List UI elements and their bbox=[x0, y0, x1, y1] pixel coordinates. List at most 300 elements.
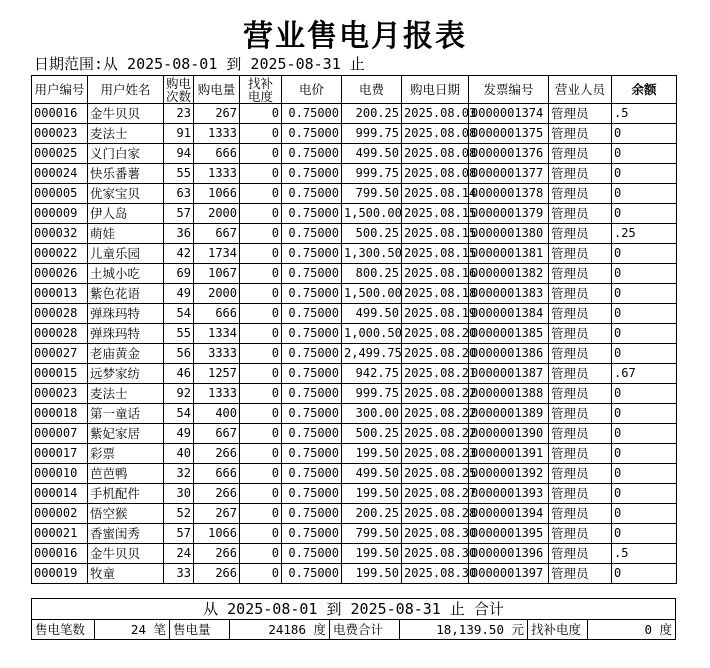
cell-subsidy: 0 bbox=[240, 364, 282, 384]
table-row bbox=[32, 424, 677, 444]
cell-times: 54 bbox=[164, 404, 194, 424]
cell-user-name: 麦法士 bbox=[88, 384, 164, 404]
cell-balance: 0 bbox=[612, 184, 677, 204]
table-row bbox=[32, 484, 677, 504]
cell-date: 2025.08.28 bbox=[402, 504, 469, 524]
cell-staff: 管理员 bbox=[549, 404, 612, 424]
cell-subsidy: 0 bbox=[240, 264, 282, 284]
cell-fee: 800.25 bbox=[342, 264, 402, 284]
cell-price: 0.75000 bbox=[282, 144, 342, 164]
cell-invoice: 0000001384 bbox=[469, 304, 549, 324]
cell-price: 0.75000 bbox=[282, 384, 342, 404]
cell-fee: 200.25 bbox=[342, 104, 402, 124]
cell-user-id: 000010 bbox=[32, 464, 88, 484]
cell-subsidy: 0 bbox=[240, 224, 282, 244]
cell-price: 0.75000 bbox=[282, 244, 342, 264]
cell-user-name: 弹珠玛特 bbox=[88, 324, 164, 344]
cell-balance: 0 bbox=[612, 344, 677, 364]
cell-user-id: 000021 bbox=[32, 524, 88, 544]
cell-amount: 667 bbox=[194, 424, 240, 444]
cell-times: 54 bbox=[164, 304, 194, 324]
table-row bbox=[32, 324, 677, 344]
cell-user-name: 老庙黄金 bbox=[88, 344, 164, 364]
cell-user-name: 义门白家 bbox=[88, 144, 164, 164]
cell-times: 52 bbox=[164, 504, 194, 524]
cell-staff: 管理员 bbox=[549, 184, 612, 204]
cell-price: 0.75000 bbox=[282, 444, 342, 464]
cell-staff: 管理员 bbox=[549, 484, 612, 504]
table-row bbox=[32, 244, 677, 264]
cell-amount: 1333 bbox=[194, 164, 240, 184]
cell-amount: 1257 bbox=[194, 364, 240, 384]
cell-invoice: 0000001390 bbox=[469, 424, 549, 444]
cell-subsidy: 0 bbox=[240, 284, 282, 304]
cell-date: 2025.08.16 bbox=[402, 264, 469, 284]
cell-balance: .5 bbox=[612, 544, 677, 564]
cell-staff: 管理员 bbox=[549, 204, 612, 224]
cell-fee: 200.25 bbox=[342, 504, 402, 524]
cell-user-id: 000017 bbox=[32, 444, 88, 464]
header-staff: 营业人员 bbox=[549, 76, 612, 104]
cell-user-id: 000016 bbox=[32, 544, 88, 564]
cell-price: 0.75000 bbox=[282, 184, 342, 204]
cell-amount: 1334 bbox=[194, 324, 240, 344]
summary-amount-label: 售电量 bbox=[170, 620, 230, 639]
cell-user-id: 000026 bbox=[32, 264, 88, 284]
table-row bbox=[32, 344, 677, 364]
cell-staff: 管理员 bbox=[549, 104, 612, 124]
cell-times: 36 bbox=[164, 224, 194, 244]
cell-subsidy: 0 bbox=[240, 164, 282, 184]
cell-staff: 管理员 bbox=[549, 284, 612, 304]
cell-user-id: 000028 bbox=[32, 324, 88, 344]
cell-fee: 500.25 bbox=[342, 424, 402, 444]
cell-invoice: 0000001394 bbox=[469, 504, 549, 524]
cell-staff: 管理员 bbox=[549, 244, 612, 264]
cell-user-id: 000002 bbox=[32, 504, 88, 524]
cell-subsidy: 0 bbox=[240, 564, 282, 584]
cell-invoice: 0000001396 bbox=[469, 544, 549, 564]
sales-table bbox=[31, 75, 677, 584]
cell-fee: 499.50 bbox=[342, 304, 402, 324]
cell-amount: 1734 bbox=[194, 244, 240, 264]
cell-date: 2025.08.08 bbox=[402, 164, 469, 184]
cell-amount: 267 bbox=[194, 504, 240, 524]
cell-user-id: 000024 bbox=[32, 164, 88, 184]
cell-user-id: 000018 bbox=[32, 404, 88, 424]
cell-invoice: 0000001378 bbox=[469, 184, 549, 204]
cell-invoice: 0000001392 bbox=[469, 464, 549, 484]
cell-price: 0.75000 bbox=[282, 524, 342, 544]
cell-price: 0.75000 bbox=[282, 284, 342, 304]
cell-amount: 266 bbox=[194, 564, 240, 584]
summary-subsidy-label: 找补电度 bbox=[528, 620, 588, 639]
cell-price: 0.75000 bbox=[282, 124, 342, 144]
cell-balance: .67 bbox=[612, 364, 677, 384]
cell-date: 2025.08.25 bbox=[402, 464, 469, 484]
cell-fee: 199.50 bbox=[342, 564, 402, 584]
cell-amount: 1066 bbox=[194, 524, 240, 544]
cell-fee: 942.75 bbox=[342, 364, 402, 384]
table-row bbox=[32, 544, 677, 564]
header-date: 购电日期 bbox=[402, 76, 469, 104]
cell-balance: 0 bbox=[612, 204, 677, 224]
cell-date: 2025.08.20 bbox=[402, 324, 469, 344]
cell-times: 32 bbox=[164, 464, 194, 484]
cell-invoice: 0000001380 bbox=[469, 224, 549, 244]
cell-balance: 0 bbox=[612, 464, 677, 484]
cell-amount: 3333 bbox=[194, 344, 240, 364]
cell-staff: 管理员 bbox=[549, 164, 612, 184]
cell-amount: 666 bbox=[194, 464, 240, 484]
cell-user-name: 手机配件 bbox=[88, 484, 164, 504]
cell-date: 2025.08.08 bbox=[402, 144, 469, 164]
cell-invoice: 0000001379 bbox=[469, 204, 549, 224]
cell-subsidy: 0 bbox=[240, 464, 282, 484]
cell-user-id: 000007 bbox=[32, 424, 88, 444]
cell-date: 2025.08.20 bbox=[402, 344, 469, 364]
cell-staff: 管理员 bbox=[549, 304, 612, 324]
cell-times: 23 bbox=[164, 104, 194, 124]
cell-date: 2025.08.19 bbox=[402, 304, 469, 324]
cell-amount: 666 bbox=[194, 144, 240, 164]
cell-user-name: 悟空猴 bbox=[88, 504, 164, 524]
cell-amount: 2000 bbox=[194, 204, 240, 224]
summary-subsidy-value: 0 度 bbox=[644, 622, 672, 637]
cell-staff: 管理员 bbox=[549, 144, 612, 164]
cell-amount: 1067 bbox=[194, 264, 240, 284]
cell-date: 2025.08.08 bbox=[402, 124, 469, 144]
cell-balance: 0 bbox=[612, 264, 677, 284]
cell-times: 56 bbox=[164, 344, 194, 364]
cell-price: 0.75000 bbox=[282, 464, 342, 484]
cell-staff: 管理员 bbox=[549, 444, 612, 464]
cell-subsidy: 0 bbox=[240, 104, 282, 124]
cell-date: 2025.08.22 bbox=[402, 424, 469, 444]
cell-amount: 1333 bbox=[194, 384, 240, 404]
cell-staff: 管理员 bbox=[549, 504, 612, 524]
cell-invoice: 0000001377 bbox=[469, 164, 549, 184]
cell-date: 2025.08.15 bbox=[402, 244, 469, 264]
cell-invoice: 0000001383 bbox=[469, 284, 549, 304]
header-fee: 电费 bbox=[342, 76, 402, 104]
cell-staff: 管理员 bbox=[549, 124, 612, 144]
cell-amount: 267 bbox=[194, 104, 240, 124]
cell-times: 63 bbox=[164, 184, 194, 204]
cell-subsidy: 0 bbox=[240, 424, 282, 444]
cell-date: 2025.08.23 bbox=[402, 444, 469, 464]
cell-balance: 0 bbox=[612, 304, 677, 324]
cell-balance: 0 bbox=[612, 484, 677, 504]
header-invoice: 发票编号 bbox=[469, 76, 549, 104]
cell-price: 0.75000 bbox=[282, 564, 342, 584]
cell-times: 46 bbox=[164, 364, 194, 384]
cell-price: 0.75000 bbox=[282, 264, 342, 284]
cell-user-id: 000016 bbox=[32, 104, 88, 124]
cell-invoice: 0000001385 bbox=[469, 324, 549, 344]
cell-balance: 0 bbox=[612, 244, 677, 264]
cell-user-id: 000022 bbox=[32, 244, 88, 264]
cell-staff: 管理员 bbox=[549, 324, 612, 344]
cell-date: 2025.08.30 bbox=[402, 564, 469, 584]
cell-user-name: 彩票 bbox=[88, 444, 164, 464]
cell-times: 55 bbox=[164, 164, 194, 184]
cell-invoice: 0000001387 bbox=[469, 364, 549, 384]
summary-box bbox=[31, 598, 676, 640]
cell-invoice: 0000001389 bbox=[469, 404, 549, 424]
cell-subsidy: 0 bbox=[240, 324, 282, 344]
cell-subsidy: 0 bbox=[240, 504, 282, 524]
cell-date: 2025.08.30 bbox=[402, 524, 469, 544]
cell-subsidy: 0 bbox=[240, 184, 282, 204]
cell-user-name: 香蜜闺秀 bbox=[88, 524, 164, 544]
cell-user-name: 弹珠玛特 bbox=[88, 304, 164, 324]
cell-fee: 499.50 bbox=[342, 144, 402, 164]
cell-times: 49 bbox=[164, 424, 194, 444]
cell-subsidy: 0 bbox=[240, 524, 282, 544]
cell-invoice: 0000001391 bbox=[469, 444, 549, 464]
cell-date: 2025.08.15 bbox=[402, 204, 469, 224]
cell-date: 2025.08.22 bbox=[402, 404, 469, 424]
cell-price: 0.75000 bbox=[282, 364, 342, 384]
header-balance: 余额 bbox=[612, 76, 677, 104]
cell-invoice: 0000001393 bbox=[469, 484, 549, 504]
cell-balance: 0 bbox=[612, 284, 677, 304]
cell-user-id: 000025 bbox=[32, 144, 88, 164]
cell-date: 2025.08.22 bbox=[402, 384, 469, 404]
table-row bbox=[32, 564, 677, 584]
cell-times: 57 bbox=[164, 204, 194, 224]
cell-staff: 管理员 bbox=[549, 544, 612, 564]
cell-user-name: 儿童乐园 bbox=[88, 244, 164, 264]
cell-user-name: 紫色花语 bbox=[88, 284, 164, 304]
cell-invoice: 0000001386 bbox=[469, 344, 549, 364]
cell-user-name: 第一童话 bbox=[88, 404, 164, 424]
cell-invoice: 0000001374 bbox=[469, 104, 549, 124]
cell-times: 49 bbox=[164, 284, 194, 304]
cell-fee: 199.50 bbox=[342, 444, 402, 464]
cell-invoice: 0000001388 bbox=[469, 384, 549, 404]
cell-user-name: 伊人岛 bbox=[88, 204, 164, 224]
cell-price: 0.75000 bbox=[282, 224, 342, 244]
table-row bbox=[32, 124, 677, 144]
cell-amount: 400 bbox=[194, 404, 240, 424]
summary-amount-value: 24186 度 bbox=[230, 620, 330, 639]
cell-user-id: 000023 bbox=[32, 384, 88, 404]
cell-date: 2025.08.03 bbox=[402, 104, 469, 124]
table-row bbox=[32, 284, 677, 304]
cell-subsidy: 0 bbox=[240, 204, 282, 224]
cell-price: 0.75000 bbox=[282, 504, 342, 524]
cell-times: 91 bbox=[164, 124, 194, 144]
cell-times: 24 bbox=[164, 544, 194, 564]
table-row bbox=[32, 504, 677, 524]
cell-subsidy: 0 bbox=[240, 344, 282, 364]
cell-user-id: 000023 bbox=[32, 124, 88, 144]
cell-user-name: 优家宝贝 bbox=[88, 184, 164, 204]
cell-balance: .25 bbox=[612, 224, 677, 244]
cell-fee: 500.25 bbox=[342, 224, 402, 244]
cell-fee: 1,500.00 bbox=[342, 204, 402, 224]
cell-balance: 0 bbox=[612, 444, 677, 464]
cell-fee: 300.00 bbox=[342, 404, 402, 424]
report-title: 营业售电月报表 bbox=[243, 19, 467, 54]
cell-times: 69 bbox=[164, 264, 194, 284]
header-price: 电价 bbox=[282, 76, 342, 104]
summary-row bbox=[32, 620, 675, 639]
cell-fee: 799.50 bbox=[342, 184, 402, 204]
cell-invoice: 0000001375 bbox=[469, 124, 549, 144]
cell-date: 2025.08.21 bbox=[402, 364, 469, 384]
table-header-row bbox=[32, 76, 677, 104]
cell-user-id: 000019 bbox=[32, 564, 88, 584]
cell-price: 0.75000 bbox=[282, 104, 342, 124]
cell-fee: 1,300.50 bbox=[342, 244, 402, 264]
summary-fee-value: 18,139.50 元 bbox=[400, 620, 528, 639]
table-row bbox=[32, 224, 677, 244]
cell-staff: 管理员 bbox=[549, 424, 612, 444]
cell-price: 0.75000 bbox=[282, 544, 342, 564]
cell-subsidy: 0 bbox=[240, 304, 282, 324]
cell-fee: 999.75 bbox=[342, 164, 402, 184]
cell-balance: 0 bbox=[612, 324, 677, 344]
cell-date: 2025.08.27 bbox=[402, 484, 469, 504]
cell-balance: 0 bbox=[612, 124, 677, 144]
table-row bbox=[32, 264, 677, 284]
cell-price: 0.75000 bbox=[282, 204, 342, 224]
cell-user-name: 金牛贝贝 bbox=[88, 544, 164, 564]
cell-invoice: 0000001376 bbox=[469, 144, 549, 164]
cell-user-name: 牧童 bbox=[88, 564, 164, 584]
cell-user-id: 000013 bbox=[32, 284, 88, 304]
cell-user-name: 土城小吃 bbox=[88, 264, 164, 284]
cell-staff: 管理员 bbox=[549, 344, 612, 364]
cell-staff: 管理员 bbox=[549, 264, 612, 284]
cell-balance: .5 bbox=[612, 104, 677, 124]
cell-staff: 管理员 bbox=[549, 384, 612, 404]
table-row bbox=[32, 464, 677, 484]
cell-user-id: 000028 bbox=[32, 304, 88, 324]
cell-times: 55 bbox=[164, 324, 194, 344]
cell-user-name: 芭芭鸭 bbox=[88, 464, 164, 484]
cell-invoice: 0000001395 bbox=[469, 524, 549, 544]
cell-subsidy: 0 bbox=[240, 124, 282, 144]
cell-price: 0.75000 bbox=[282, 424, 342, 444]
table-row bbox=[32, 304, 677, 324]
cell-user-id: 000015 bbox=[32, 364, 88, 384]
cell-fee: 799.50 bbox=[342, 524, 402, 544]
cell-subsidy: 0 bbox=[240, 444, 282, 464]
cell-invoice: 0000001382 bbox=[469, 264, 549, 284]
header-user-name: 用户姓名 bbox=[88, 76, 164, 104]
cell-date: 2025.08.14 bbox=[402, 184, 469, 204]
cell-user-name: 快乐番薯 bbox=[88, 164, 164, 184]
cell-balance: 0 bbox=[612, 144, 677, 164]
cell-fee: 1,000.50 bbox=[342, 324, 402, 344]
cell-amount: 1066 bbox=[194, 184, 240, 204]
cell-amount: 266 bbox=[194, 484, 240, 504]
cell-fee: 199.50 bbox=[342, 484, 402, 504]
summary-fee-label: 电费合计 bbox=[330, 620, 400, 639]
cell-user-name: 远梦家纺 bbox=[88, 364, 164, 384]
cell-times: 33 bbox=[164, 564, 194, 584]
cell-user-name: 紫妃家居 bbox=[88, 424, 164, 444]
cell-user-id: 000027 bbox=[32, 344, 88, 364]
cell-times: 94 bbox=[164, 144, 194, 164]
cell-staff: 管理员 bbox=[549, 524, 612, 544]
cell-times: 92 bbox=[164, 384, 194, 404]
cell-price: 0.75000 bbox=[282, 324, 342, 344]
cell-date: 2025.08.18 bbox=[402, 284, 469, 304]
cell-price: 0.75000 bbox=[282, 344, 342, 364]
table-row bbox=[32, 384, 677, 404]
cell-price: 0.75000 bbox=[282, 404, 342, 424]
summary-title: 从 2025-08-01 到 2025-08-31 止 合计 bbox=[32, 599, 675, 620]
cell-subsidy: 0 bbox=[240, 404, 282, 424]
cell-balance: 0 bbox=[612, 384, 677, 404]
cell-balance: 0 bbox=[612, 524, 677, 544]
cell-price: 0.75000 bbox=[282, 304, 342, 324]
cell-fee: 1,500.00 bbox=[342, 284, 402, 304]
table-row bbox=[32, 364, 677, 384]
cell-fee: 999.75 bbox=[342, 124, 402, 144]
date-range: 日期范围:从 2025-08-01 到 2025-08-31 止 bbox=[34, 55, 365, 73]
cell-price: 0.75000 bbox=[282, 484, 342, 504]
cell-times: 40 bbox=[164, 444, 194, 464]
cell-user-name: 麦法士 bbox=[88, 124, 164, 144]
table-row bbox=[32, 144, 677, 164]
cell-date: 2025.08.15 bbox=[402, 224, 469, 244]
cell-amount: 667 bbox=[194, 224, 240, 244]
cell-invoice: 0000001397 bbox=[469, 564, 549, 584]
cell-times: 42 bbox=[164, 244, 194, 264]
cell-subsidy: 0 bbox=[240, 144, 282, 164]
cell-balance: 0 bbox=[612, 424, 677, 444]
cell-date: 2025.08.30 bbox=[402, 544, 469, 564]
cell-subsidy: 0 bbox=[240, 484, 282, 504]
header-user-id: 用户编号 bbox=[32, 76, 88, 104]
header-subsidy: 找补电度 bbox=[240, 76, 282, 104]
cell-staff: 管理员 bbox=[549, 464, 612, 484]
table-row bbox=[32, 184, 677, 204]
cell-user-id: 000032 bbox=[32, 224, 88, 244]
cell-user-id: 000014 bbox=[32, 484, 88, 504]
cell-user-id: 000005 bbox=[32, 184, 88, 204]
cell-subsidy: 0 bbox=[240, 384, 282, 404]
cell-fee: 2,499.75 bbox=[342, 344, 402, 364]
cell-balance: 0 bbox=[612, 404, 677, 424]
cell-subsidy: 0 bbox=[240, 544, 282, 564]
cell-amount: 266 bbox=[194, 444, 240, 464]
header-times: 购电次数 bbox=[164, 76, 194, 104]
cell-amount: 2000 bbox=[194, 284, 240, 304]
summary-count-value: 24 笔 bbox=[95, 620, 170, 639]
cell-price: 0.75000 bbox=[282, 164, 342, 184]
cell-staff: 管理员 bbox=[549, 364, 612, 384]
cell-times: 30 bbox=[164, 484, 194, 504]
cell-staff: 管理员 bbox=[549, 224, 612, 244]
table-row bbox=[32, 404, 677, 424]
table-row bbox=[32, 444, 677, 464]
cell-amount: 666 bbox=[194, 304, 240, 324]
cell-times: 57 bbox=[164, 524, 194, 544]
cell-subsidy: 0 bbox=[240, 244, 282, 264]
cell-staff: 管理员 bbox=[549, 564, 612, 584]
cell-balance: 0 bbox=[612, 504, 677, 524]
cell-user-name: 金牛贝贝 bbox=[88, 104, 164, 124]
table-row bbox=[32, 524, 677, 544]
cell-balance: 0 bbox=[612, 164, 677, 184]
